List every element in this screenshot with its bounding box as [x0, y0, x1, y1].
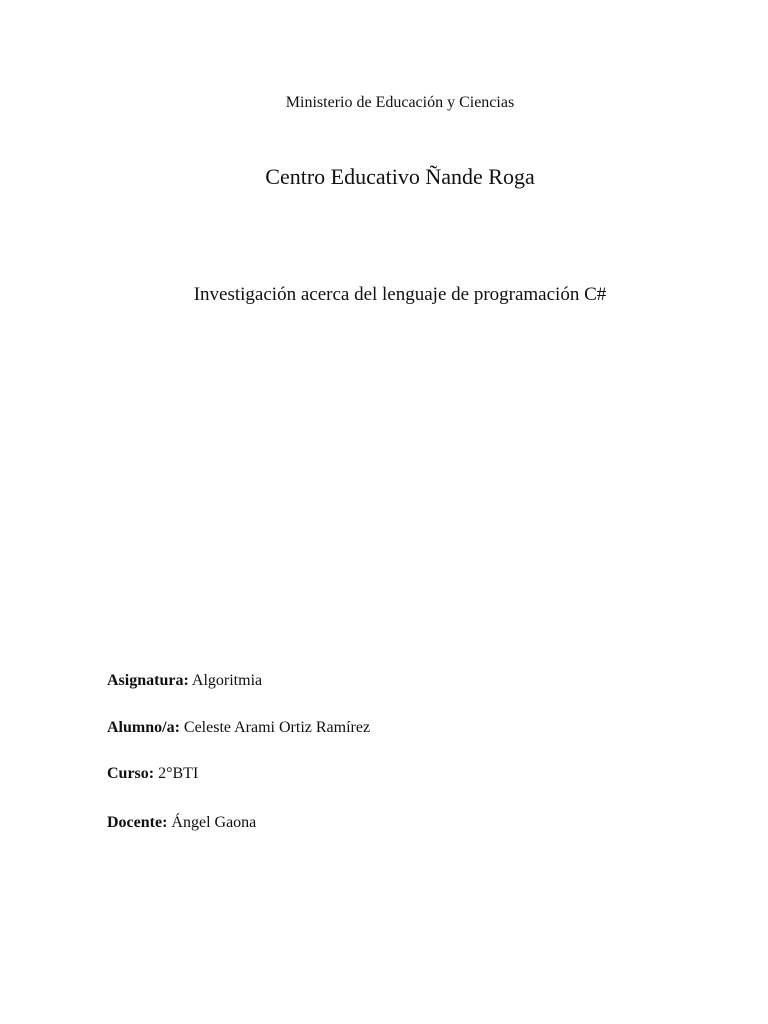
student-label: Alumno/a: — [107, 719, 180, 736]
student-row — [107, 719, 370, 737]
course-row — [107, 765, 198, 783]
teacher-row — [107, 814, 256, 832]
student-value: Celeste Arami Ortiz Ramírez — [179, 719, 371, 736]
course-label: Curso: — [107, 765, 155, 782]
teacher-label: Docente: — [107, 814, 168, 831]
school-name: Centro Educativo Ñande Roga — [265, 164, 535, 189]
subject-label: Asignatura: — [107, 672, 189, 689]
document-title: Investigación acerca del lenguaje de programación C# — [193, 284, 607, 305]
ministry-name: Ministerio de Educación y Ciencias — [285, 94, 515, 111]
course-value: 2°BTI — [154, 765, 199, 782]
teacher-value: Ángel Gaona — [167, 814, 257, 831]
subject-value: Algoritmia — [188, 672, 263, 689]
subject-row — [107, 672, 262, 690]
